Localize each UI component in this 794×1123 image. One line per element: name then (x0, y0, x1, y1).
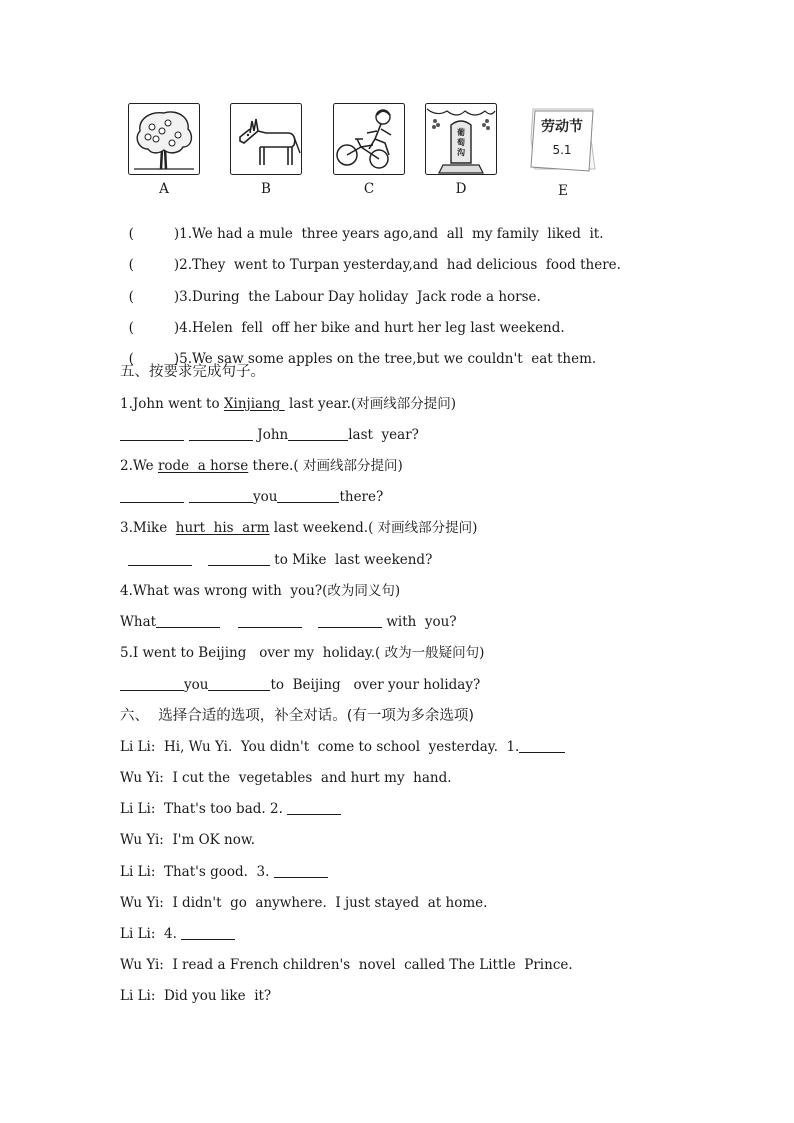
labour-day-calendar-icon (527, 103, 599, 175)
dialogue-line-8: Wu Yi: I read a French children's novel called The Little Prince. (120, 957, 573, 973)
matching-item-5: ( )5.We saw some apples on the tree,but we couldn't eat them. (128, 351, 597, 367)
answer-blank[interactable] (519, 739, 565, 753)
picture-e (527, 103, 599, 175)
paren-open: ( (128, 320, 134, 336)
picture-label-a: A (159, 181, 169, 197)
paren-open: ( (128, 226, 134, 242)
dialogue-line-1: Li Li: Hi, Wu Yi. You didn't come to school yesterday. 1. (120, 738, 565, 756)
question-5: 5.I went to Beijing over my holiday.( 改为一般疑问句) (120, 645, 485, 661)
picture-label-c: C (363, 181, 375, 197)
mule-icon (230, 103, 302, 175)
dialogue-line-2: Wu Yi: I cut the vegetables and hurt my hand. (120, 770, 452, 786)
matching-item-3: ( )3.During the Labour Day holiday Jack rode a horse. (128, 289, 541, 305)
answer-2: you there? (120, 488, 383, 506)
apple-tree-icon (128, 103, 200, 175)
picture-b (230, 103, 302, 175)
question-3: 3.Mike hurt his arm last weekend.( 对画线部分提问) (120, 520, 478, 536)
picture-a (128, 103, 200, 175)
dialogue-line-9: Li Li: Did you like it? (120, 988, 272, 1004)
section-6-title: 六、 选择合适的选项，补全对话。(有一项为多余选项) (120, 708, 475, 724)
section-5-title: 五、按要求完成句子。 (120, 364, 265, 380)
answer-blank[interactable] (120, 489, 184, 503)
paren-open: ( (128, 289, 134, 305)
paren-open: ( (128, 351, 134, 367)
matching-item-2: ( )2.They went to Turpan yesterday,and had delicious food there. (128, 257, 621, 273)
question-4: 4.What was wrong with you?(改为同义句) (120, 583, 401, 599)
dialogue-line-4: Wu Yi: I'm OK now. (120, 832, 256, 848)
svg-text:萄: 萄 (457, 138, 465, 147)
svg-text:劳动节: 劳动节 (541, 119, 583, 135)
answer-blank[interactable] (120, 677, 184, 691)
turpan-grape-valley-icon (425, 103, 497, 175)
answer-blank[interactable] (189, 489, 253, 503)
picture-label-b: B (261, 181, 271, 197)
answer-blank[interactable] (318, 614, 382, 628)
answer-blank[interactable] (208, 677, 270, 691)
bike-fall-icon (333, 103, 405, 175)
answer-blank[interactable] (128, 552, 192, 566)
dialogue-line-6: Wu Yi: I didn't go anywhere. I just stayed at home. (120, 895, 488, 911)
dialogue-line-7: Li Li: 4. (120, 925, 235, 943)
answer-blank[interactable] (120, 427, 184, 441)
answer-blank[interactable] (156, 614, 220, 628)
svg-text:沟: 沟 (457, 148, 465, 157)
question-1: 1.John went to Xinjiang last year.(对画线部分提问) (120, 396, 456, 412)
answer-blank[interactable] (277, 489, 339, 503)
matching-item-4: ( )4.Helen fell off her bike and hurt her leg last weekend. (128, 320, 565, 336)
dialogue-line-3: Li Li: That's too bad. 2. (120, 800, 341, 818)
answer-blank[interactable] (189, 427, 253, 441)
answer-1: John last year? (120, 426, 419, 444)
svg-text:5.1: 5.1 (552, 143, 572, 157)
answer-blank[interactable] (287, 801, 341, 815)
paren-open: ( (128, 257, 134, 273)
matching-item-1: ( )1.We had a mule three years ago,and all my family liked it. (128, 226, 604, 242)
answer-blank[interactable] (208, 552, 270, 566)
picture-c (333, 103, 405, 175)
answer-blank[interactable] (274, 864, 328, 878)
answer-5: you to Beijing over your holiday? (120, 676, 480, 694)
answer-blank[interactable] (181, 926, 235, 940)
answer-4: What with you? (120, 614, 457, 630)
dialogue-line-5: Li Li: That's good. 3. (120, 863, 328, 881)
picture-label-e: E (558, 183, 568, 199)
question-2: 2.We rode a horse there.( 对画线部分提问) (120, 458, 403, 474)
picture-label-d: D (455, 181, 467, 197)
answer-3: to Mike last weekend? (120, 551, 432, 569)
picture-d (425, 103, 497, 175)
answer-blank[interactable] (288, 427, 348, 441)
answer-blank[interactable] (238, 614, 302, 628)
svg-text:葡: 葡 (457, 128, 465, 137)
